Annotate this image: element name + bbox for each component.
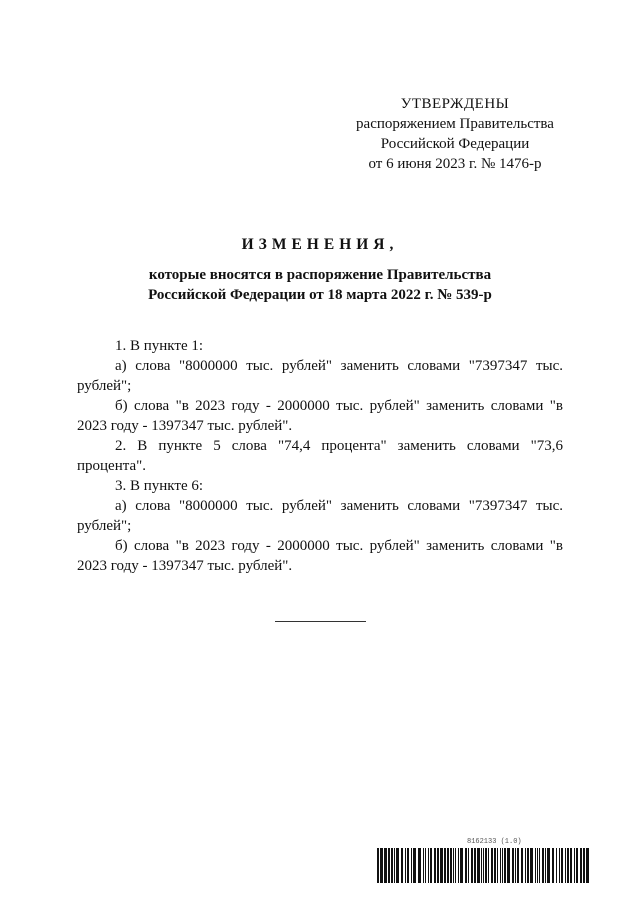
approval-block: [340, 94, 570, 174]
approval-line-date-number: от 6 июня 2023 г. № 1476-р: [368, 156, 542, 172]
approval-line-federation: Российской Федерации: [380, 136, 530, 152]
subtitle-line-1: которые вносятся в распоряжение Правительства: [148, 267, 492, 283]
barcode-id: 8162133 (1.0): [467, 838, 522, 846]
paragraph-item-1a: а) слова "8000000 тыс. рублей" заменить словами "7397347 тыс. рублей";: [77, 358, 563, 394]
document-subtitle: [90, 265, 550, 305]
barcode-image: [377, 848, 589, 883]
document-title: ИЗМЕНЕНИЯ,: [241, 236, 399, 253]
paragraph-item-3a: а) слова "8000000 тыс. рублей" заменить словами "7397347 тыс. рублей";: [77, 498, 563, 534]
paragraph-item-2: 2. В пункте 5 слова "74,4 процента" заменить словами "73,6 процента".: [77, 438, 563, 474]
document-barcode-block: [377, 838, 589, 883]
paragraph-item-3b: б) слова "в 2023 году - 2000000 тыс. рублей" заменить словами "в 2023 году - 1397347 тыс. рублей".: [77, 538, 563, 574]
paragraph-item-1b: б) слова "в 2023 году - 2000000 тыс. рублей" заменить словами "в 2023 году - 1397347 тыс. рублей".: [77, 398, 563, 434]
document-body: [77, 336, 563, 576]
end-separator-line: [275, 621, 366, 622]
paragraph-item-3: 3. В пункте 6:: [115, 478, 204, 494]
subtitle-line-2: Российской Федерации от 18 марта 2022 г. № 539-р: [148, 287, 492, 303]
approval-line-authority: распоряжением Правительства: [356, 116, 554, 132]
approval-heading: УТВЕРЖДЕНЫ: [400, 96, 510, 112]
paragraph-item-1: 1. В пункте 1:: [115, 338, 204, 354]
